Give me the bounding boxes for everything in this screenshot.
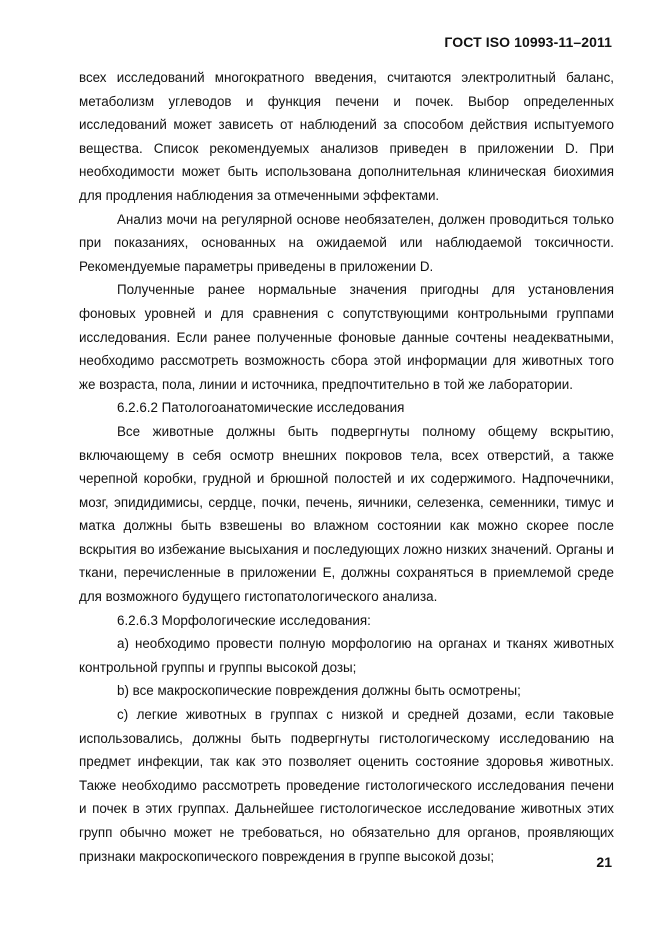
list-item-a: a) необходимо провести полную морфологию на органах и тканях животных контрольной группы и группы высокой дозы; <box>79 636 614 675</box>
document-header: ГОСТ ISO 10993-11–2011 <box>444 34 612 50</box>
list-item-c: c) легкие животных в группах с низкой и средней дозами, если таковые использовались, должны быть подвергнуты гистологическому исследованию на предмет инфекции, так как это позволяет оценить состояние здоровья животных. Также необходимо рассмотреть проведение гистологического исследования печени и почек в этих группах. Дальнейшее гистологическое исследование животных этих групп обычно может не требоваться, но обязательно для органов, проявляющих признаки макроскопического повреждения в группе высокой дозы; <box>79 707 614 864</box>
paragraph-urinalysis: Анализ мочи на регулярной основе необязателен, должен проводиться только при показаниях, основанных на ожидаемой или наблюдаемой токсичности. Рекомендуемые параметры приведены в приложении D. <box>79 211 614 274</box>
section-heading-6-2-6-2: 6.2.6.2 Патологоанатомические исследования <box>117 400 405 416</box>
section-heading-6-2-6-3: 6.2.6.3 Морфологические исследования: <box>117 612 371 628</box>
paragraph-necropsy: Все животные должны быть подвергнуты полному общему вскрытию, включающему в себя осмотр внешних покровов тела, всех отверстий, а также черепной коробки, грудной и брюшной полостей и их содержимого. Надпочечники, мозг, эпидидимисы, сердце, почки, печень, яичники, селезенка, семенники, тимус и матка должны быть взвешены во влажном состоянии как можно скорее после вскрытия во избежание высыхания и последующих ложно низких значений. Органы и ткани, перечисленные в приложении Е, должны сохраняться в приемлемой среде для возможного будущего гистопатологического анализа. <box>79 423 614 605</box>
document-body <box>79 66 614 868</box>
page-number: 21 <box>596 854 612 870</box>
paragraph-continuation: всех исследований многократного введения, считаются электролитный баланс, метаболизм углеводов и функция печени и почек. Выбор определенных исследований может зависеть от наблюдений за способом действия испытуемого вещества. Список рекомендуемых анализов приведен в приложении D. При необходимости может быть использована дополнительная клиническая биохимия для продления наблюдения за отмеченными эффектами. <box>79 70 614 203</box>
list-item-b: b) все макроскопические повреждения должны быть осмотрены; <box>117 683 521 699</box>
paragraph-baseline-values: Полученные ранее нормальные значения пригодны для установления фоновых уровней и для сравнения с сопутствующими контрольными группами исследования. Если ранее полученные фоновые данные сочтены неадекватными, необходимо рассмотреть возможность сбора этой информации для животных того же возраста, пола, линии и источника, предпочтительно в той же лаборатории. <box>79 282 614 392</box>
